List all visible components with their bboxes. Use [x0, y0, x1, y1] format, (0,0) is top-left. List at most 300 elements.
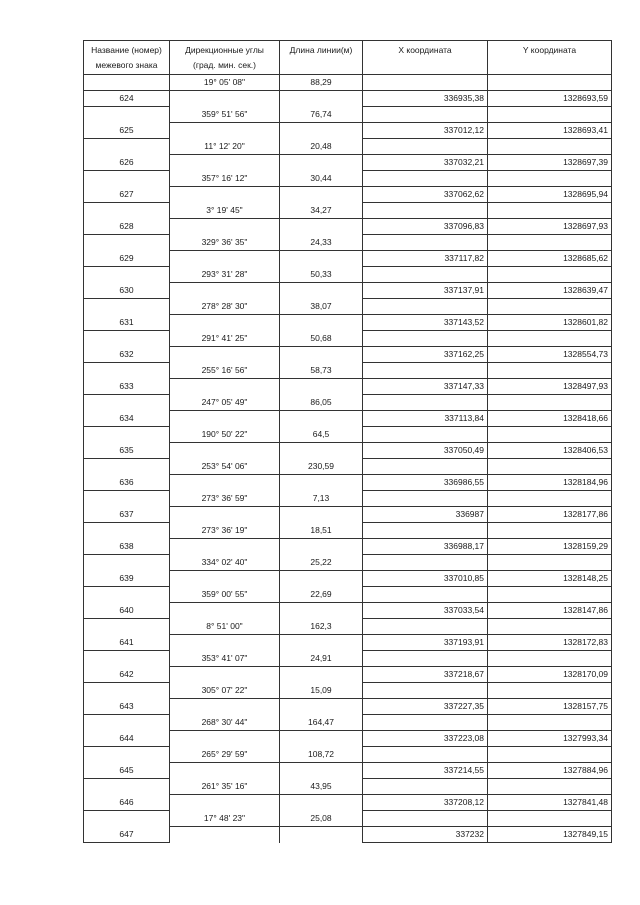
- x-cell-empty: [363, 619, 488, 635]
- name-cell-empty: [84, 459, 170, 475]
- point-row: [84, 411, 612, 427]
- x-cell-empty: [363, 203, 488, 219]
- x-coordinate-cell: 337113,84: [363, 411, 488, 427]
- marker-name-cell: 628: [84, 219, 170, 235]
- angle-cell-empty: [170, 475, 280, 491]
- point-row: [84, 219, 612, 235]
- segment-row: [84, 395, 612, 411]
- x-coordinate-cell: 336935,38: [363, 91, 488, 107]
- angle-cell-empty: [170, 251, 280, 267]
- angle-cell-empty: [170, 443, 280, 459]
- length-cell-empty: [280, 315, 363, 331]
- x-cell-empty: [363, 651, 488, 667]
- marker-name-cell: 641: [84, 635, 170, 651]
- length-cell-empty: [280, 539, 363, 555]
- marker-name-cell: 645: [84, 763, 170, 779]
- header-length-text: Длина линии(м): [289, 45, 353, 55]
- name-cell-empty: [84, 491, 170, 507]
- y-cell-empty: [488, 747, 612, 763]
- marker-name-cell: 633: [84, 379, 170, 395]
- point-row: [84, 155, 612, 171]
- segment-row: [84, 747, 612, 763]
- marker-name-cell: 625: [84, 123, 170, 139]
- y-coordinate-cell: 1328693,41: [488, 123, 612, 139]
- length-cell-empty: [280, 187, 363, 203]
- x-coordinate-cell: 337033,54: [363, 603, 488, 619]
- y-coordinate-cell: 1328148,25: [488, 571, 612, 587]
- header-angle: [170, 41, 280, 75]
- length-cell-empty: [280, 443, 363, 459]
- segment-row: [84, 139, 612, 155]
- segment-row: [84, 331, 612, 347]
- y-cell-empty: [488, 651, 612, 667]
- name-cell-empty: [84, 267, 170, 283]
- name-cell-empty: [84, 651, 170, 667]
- length-cell-empty: [280, 283, 363, 299]
- x-coordinate-cell: 337062,62: [363, 187, 488, 203]
- x-cell-empty: [363, 491, 488, 507]
- x-coordinate-cell: 336987: [363, 507, 488, 523]
- y-coordinate-cell: 1328554,73: [488, 347, 612, 363]
- name-cell-empty: [84, 203, 170, 219]
- angle-cell-empty: [170, 507, 280, 523]
- x-cell-empty: [363, 747, 488, 763]
- point-row: [84, 91, 612, 107]
- point-row: [84, 507, 612, 523]
- length-cell-empty: [280, 379, 363, 395]
- angle-cell-empty: [170, 763, 280, 779]
- marker-name-cell: 640: [84, 603, 170, 619]
- header-y: [488, 41, 612, 75]
- line-length-cell: 7,13: [280, 491, 363, 507]
- line-length-cell: 64,5: [280, 427, 363, 443]
- length-cell-empty: [280, 571, 363, 587]
- x-coordinate-cell: 336988,17: [363, 539, 488, 555]
- direction-angle-cell: 359° 51' 56": [170, 107, 280, 123]
- line-length-cell: 25,22: [280, 555, 363, 571]
- line-length-cell: 76,74: [280, 107, 363, 123]
- point-row: [84, 667, 612, 683]
- length-cell: 88,29: [280, 75, 363, 91]
- angle-cell-empty: [170, 187, 280, 203]
- angle-cell-empty: [170, 571, 280, 587]
- segment-row: [84, 427, 612, 443]
- point-row: [84, 699, 612, 715]
- boundary-coordinates-table: [83, 40, 612, 843]
- line-length-cell: 24,33: [280, 235, 363, 251]
- line-length-cell: 230,59: [280, 459, 363, 475]
- y-cell-empty: [488, 491, 612, 507]
- y-cell-empty: [488, 203, 612, 219]
- y-cell-empty: [488, 331, 612, 347]
- y-cell-empty: [488, 395, 612, 411]
- header-name-line1: Название (номер): [91, 44, 162, 55]
- angle-cell-empty: [170, 411, 280, 427]
- point-row: [84, 827, 612, 843]
- y-coordinate-cell: 1328693,59: [488, 91, 612, 107]
- angle-cell-empty: [170, 603, 280, 619]
- name-cell-empty: [84, 363, 170, 379]
- marker-name-cell: 629: [84, 251, 170, 267]
- marker-name-cell: 638: [84, 539, 170, 555]
- name-cell-empty: [84, 523, 170, 539]
- x-cell-empty: [363, 811, 488, 827]
- y-coordinate-cell: 1328685,62: [488, 251, 612, 267]
- x-cell-empty: [363, 395, 488, 411]
- x-coordinate-cell: 337218,67: [363, 667, 488, 683]
- x-cell-empty: [363, 171, 488, 187]
- y-coordinate-cell: 1328159,29: [488, 539, 612, 555]
- x-coordinate-cell: 337147,33: [363, 379, 488, 395]
- line-length-cell: 50,68: [280, 331, 363, 347]
- x-coordinate-cell: 337012,12: [363, 123, 488, 139]
- length-cell-empty: [280, 763, 363, 779]
- marker-name-cell: 627: [84, 187, 170, 203]
- segment-row: [84, 107, 612, 123]
- marker-name-cell: 647: [84, 827, 170, 843]
- angle-cell-empty: [170, 699, 280, 715]
- direction-angle-cell: 8° 51' 00": [170, 619, 280, 635]
- direction-angle-cell: 261° 35' 16": [170, 779, 280, 795]
- length-cell-empty: [280, 251, 363, 267]
- angle-cell-empty: [170, 91, 280, 107]
- header-x: [363, 41, 488, 75]
- point-row: [84, 283, 612, 299]
- segment-row: [84, 587, 612, 603]
- angle-cell-empty: [170, 827, 280, 843]
- line-length-cell: 108,72: [280, 747, 363, 763]
- point-row: [84, 571, 612, 587]
- x-cell-empty: [363, 235, 488, 251]
- x-cell-empty: [363, 587, 488, 603]
- x-coordinate-cell: 337232: [363, 827, 488, 843]
- segment-row: [84, 683, 612, 699]
- direction-angle-cell: 247° 05' 49": [170, 395, 280, 411]
- length-cell-empty: [280, 667, 363, 683]
- angle-cell-empty: [170, 667, 280, 683]
- direction-angle-cell: 305° 07' 22": [170, 683, 280, 699]
- length-cell-empty: [280, 219, 363, 235]
- x-coordinate-cell: 337117,82: [363, 251, 488, 267]
- direction-angle-cell: 353° 41' 07": [170, 651, 280, 667]
- x-cell-empty: [363, 107, 488, 123]
- x-coordinate-cell: 337010,85: [363, 571, 488, 587]
- length-cell-empty: [280, 635, 363, 651]
- x-cell: [363, 75, 488, 91]
- name-cell-empty: [84, 811, 170, 827]
- y-cell-empty: [488, 555, 612, 571]
- direction-angle-cell: 17° 48' 23": [170, 811, 280, 827]
- segment-row: [84, 267, 612, 283]
- table-header: [84, 41, 612, 75]
- line-length-cell: 25,08: [280, 811, 363, 827]
- y-coordinate-cell: 1328497,93: [488, 379, 612, 395]
- segment-row: [84, 459, 612, 475]
- length-cell-empty: [280, 827, 363, 843]
- marker-name-cell: 646: [84, 795, 170, 811]
- y-coordinate-cell: 1328695,94: [488, 187, 612, 203]
- x-cell-empty: [363, 683, 488, 699]
- segment-row: [84, 235, 612, 251]
- x-cell-empty: [363, 427, 488, 443]
- marker-name-cell: 635: [84, 443, 170, 459]
- line-length-cell: 50,33: [280, 267, 363, 283]
- line-length-cell: 86,05: [280, 395, 363, 411]
- header-angle-line2: (град. мин. сек.): [193, 59, 256, 70]
- direction-angle-cell: 291° 41' 25": [170, 331, 280, 347]
- segment-row: [84, 779, 612, 795]
- point-row: [84, 475, 612, 491]
- angle-cell-empty: [170, 123, 280, 139]
- x-coordinate-cell: 337223,08: [363, 731, 488, 747]
- x-coordinate-cell: 337227,35: [363, 699, 488, 715]
- y-cell-empty: [488, 299, 612, 315]
- line-length-cell: 30,44: [280, 171, 363, 187]
- angle-cell-empty: [170, 635, 280, 651]
- name-cell-empty: [84, 683, 170, 699]
- point-row: [84, 603, 612, 619]
- header-y-text: Y координата: [522, 45, 577, 55]
- direction-angle-cell: 293° 31' 28": [170, 267, 280, 283]
- point-row: [84, 795, 612, 811]
- line-length-cell: 38,07: [280, 299, 363, 315]
- header-row: [84, 41, 612, 75]
- x-cell-empty: [363, 331, 488, 347]
- direction-angle-cell: 253° 54' 06": [170, 459, 280, 475]
- line-length-cell: 162,3: [280, 619, 363, 635]
- header-angle-line1: Дирекционные углы: [185, 44, 264, 55]
- marker-name-cell: 643: [84, 699, 170, 715]
- direction-angle-cell: 190° 50' 22": [170, 427, 280, 443]
- x-cell-empty: [363, 267, 488, 283]
- y-cell-empty: [488, 427, 612, 443]
- x-coordinate-cell: 337137,91: [363, 283, 488, 299]
- direction-angle-cell: 278° 28' 30": [170, 299, 280, 315]
- y-cell-empty: [488, 267, 612, 283]
- y-cell-empty: [488, 459, 612, 475]
- name-cell-empty: [84, 427, 170, 443]
- x-cell-empty: [363, 555, 488, 571]
- segment-row-initial: [84, 75, 612, 91]
- y-cell-empty: [488, 811, 612, 827]
- direction-angle-cell: 273° 36' 59": [170, 491, 280, 507]
- angle-cell-empty: [170, 379, 280, 395]
- name-cell-empty: [84, 107, 170, 123]
- name-cell-empty: [84, 139, 170, 155]
- angle-cell-empty: [170, 731, 280, 747]
- segment-row: [84, 715, 612, 731]
- length-cell-empty: [280, 475, 363, 491]
- x-cell-empty: [363, 363, 488, 379]
- x-coordinate-cell: 337143,52: [363, 315, 488, 331]
- y-cell-empty: [488, 779, 612, 795]
- marker-name-cell: 639: [84, 571, 170, 587]
- segment-row: [84, 363, 612, 379]
- name-cell-empty: [84, 235, 170, 251]
- direction-angle-cell: 265° 29' 59": [170, 747, 280, 763]
- length-cell-empty: [280, 123, 363, 139]
- point-row: [84, 635, 612, 651]
- marker-name-cell: 631: [84, 315, 170, 331]
- y-coordinate-cell: 1328406,53: [488, 443, 612, 459]
- marker-name-cell: 624: [84, 91, 170, 107]
- y-cell-empty: [488, 139, 612, 155]
- direction-angle-cell: 334° 02' 40": [170, 555, 280, 571]
- segment-row: [84, 619, 612, 635]
- segment-row: [84, 523, 612, 539]
- y-cell-empty: [488, 523, 612, 539]
- point-row: [84, 347, 612, 363]
- x-coordinate-cell: 337050,49: [363, 443, 488, 459]
- line-length-cell: 20,48: [280, 139, 363, 155]
- x-coordinate-cell: 337208,12: [363, 795, 488, 811]
- length-cell-empty: [280, 507, 363, 523]
- marker-name-cell: 644: [84, 731, 170, 747]
- y-coordinate-cell: 1327849,15: [488, 827, 612, 843]
- marker-name-cell: 636: [84, 475, 170, 491]
- length-cell-empty: [280, 347, 363, 363]
- point-row: [84, 443, 612, 459]
- y-cell-empty: [488, 235, 612, 251]
- angle-cell-empty: [170, 219, 280, 235]
- y-cell-empty: [488, 363, 612, 379]
- point-row: [84, 251, 612, 267]
- angle-cell-empty: [170, 795, 280, 811]
- y-coordinate-cell: 1328601,82: [488, 315, 612, 331]
- line-length-cell: 15,09: [280, 683, 363, 699]
- y-coordinate-cell: 1327841,48: [488, 795, 612, 811]
- direction-angle-cell: 359° 00' 55": [170, 587, 280, 603]
- y-cell-empty: [488, 171, 612, 187]
- header-name-line2: межевого знака: [95, 59, 158, 70]
- angle-cell-empty: [170, 315, 280, 331]
- length-cell-empty: [280, 795, 363, 811]
- segment-row: [84, 651, 612, 667]
- name-cell-empty: [84, 299, 170, 315]
- marker-name-cell: 626: [84, 155, 170, 171]
- segment-row: [84, 491, 612, 507]
- direction-angle-cell: 268° 30' 44": [170, 715, 280, 731]
- direction-angle-cell: 357° 16' 12": [170, 171, 280, 187]
- x-cell-empty: [363, 299, 488, 315]
- angle-cell-empty: [170, 539, 280, 555]
- x-coordinate-cell: 336986,55: [363, 475, 488, 491]
- x-coordinate-cell: 337214,55: [363, 763, 488, 779]
- length-cell-empty: [280, 731, 363, 747]
- segment-row: [84, 299, 612, 315]
- segment-row: [84, 203, 612, 219]
- marker-name-cell: 642: [84, 667, 170, 683]
- header-x-text: X координата: [398, 45, 452, 55]
- y-coordinate-cell: 1328177,86: [488, 507, 612, 523]
- length-cell-empty: [280, 155, 363, 171]
- angle-cell: 19° 05' 08": [170, 75, 280, 91]
- table-body: [84, 75, 612, 843]
- line-length-cell: 34,27: [280, 203, 363, 219]
- y-cell-empty: [488, 587, 612, 603]
- x-cell-empty: [363, 779, 488, 795]
- y-cell-empty: [488, 619, 612, 635]
- point-row: [84, 539, 612, 555]
- name-cell-empty: [84, 587, 170, 603]
- point-row: [84, 731, 612, 747]
- direction-angle-cell: 3° 19' 45": [170, 203, 280, 219]
- x-coordinate-cell: 337193,91: [363, 635, 488, 651]
- y-cell-empty: [488, 683, 612, 699]
- name-cell-empty: [84, 555, 170, 571]
- y-coordinate-cell: 1328697,93: [488, 219, 612, 235]
- y-coordinate-cell: 1328418,66: [488, 411, 612, 427]
- x-coordinate-cell: 337162,25: [363, 347, 488, 363]
- x-cell-empty: [363, 523, 488, 539]
- segment-row: [84, 555, 612, 571]
- point-row: [84, 187, 612, 203]
- marker-name-cell: 632: [84, 347, 170, 363]
- y-coordinate-cell: 1328170,09: [488, 667, 612, 683]
- point-row: [84, 379, 612, 395]
- line-length-cell: 58,73: [280, 363, 363, 379]
- name-cell: [84, 75, 170, 91]
- marker-name-cell: 637: [84, 507, 170, 523]
- segment-row: [84, 811, 612, 827]
- point-row: [84, 763, 612, 779]
- name-cell-empty: [84, 715, 170, 731]
- header-name: [84, 41, 170, 75]
- point-row: [84, 123, 612, 139]
- marker-name-cell: 630: [84, 283, 170, 299]
- header-length: [280, 41, 363, 75]
- y-coordinate-cell: 1328639,47: [488, 283, 612, 299]
- name-cell-empty: [84, 619, 170, 635]
- x-cell-empty: [363, 139, 488, 155]
- angle-cell-empty: [170, 283, 280, 299]
- direction-angle-cell: 11° 12' 20": [170, 139, 280, 155]
- name-cell-empty: [84, 747, 170, 763]
- y-cell: [488, 75, 612, 91]
- line-length-cell: 43,95: [280, 779, 363, 795]
- length-cell-empty: [280, 699, 363, 715]
- name-cell-empty: [84, 171, 170, 187]
- length-cell-empty: [280, 91, 363, 107]
- name-cell-empty: [84, 331, 170, 347]
- length-cell-empty: [280, 603, 363, 619]
- y-coordinate-cell: 1327993,34: [488, 731, 612, 747]
- line-length-cell: 18,51: [280, 523, 363, 539]
- marker-name-cell: 634: [84, 411, 170, 427]
- y-cell-empty: [488, 715, 612, 731]
- segment-row: [84, 171, 612, 187]
- y-coordinate-cell: 1328697,39: [488, 155, 612, 171]
- x-cell-empty: [363, 715, 488, 731]
- angle-cell-empty: [170, 347, 280, 363]
- length-cell-empty: [280, 411, 363, 427]
- y-cell-empty: [488, 107, 612, 123]
- name-cell-empty: [84, 395, 170, 411]
- y-coordinate-cell: 1328147,86: [488, 603, 612, 619]
- direction-angle-cell: 329° 36' 35": [170, 235, 280, 251]
- y-coordinate-cell: 1328172,83: [488, 635, 612, 651]
- y-coordinate-cell: 1327884,96: [488, 763, 612, 779]
- direction-angle-cell: 273° 36' 19": [170, 523, 280, 539]
- x-coordinate-cell: 337032,21: [363, 155, 488, 171]
- x-cell-empty: [363, 459, 488, 475]
- angle-cell-empty: [170, 155, 280, 171]
- line-length-cell: 22,69: [280, 587, 363, 603]
- x-coordinate-cell: 337096,83: [363, 219, 488, 235]
- line-length-cell: 164,47: [280, 715, 363, 731]
- direction-angle-cell: 255° 16' 56": [170, 363, 280, 379]
- line-length-cell: 24,91: [280, 651, 363, 667]
